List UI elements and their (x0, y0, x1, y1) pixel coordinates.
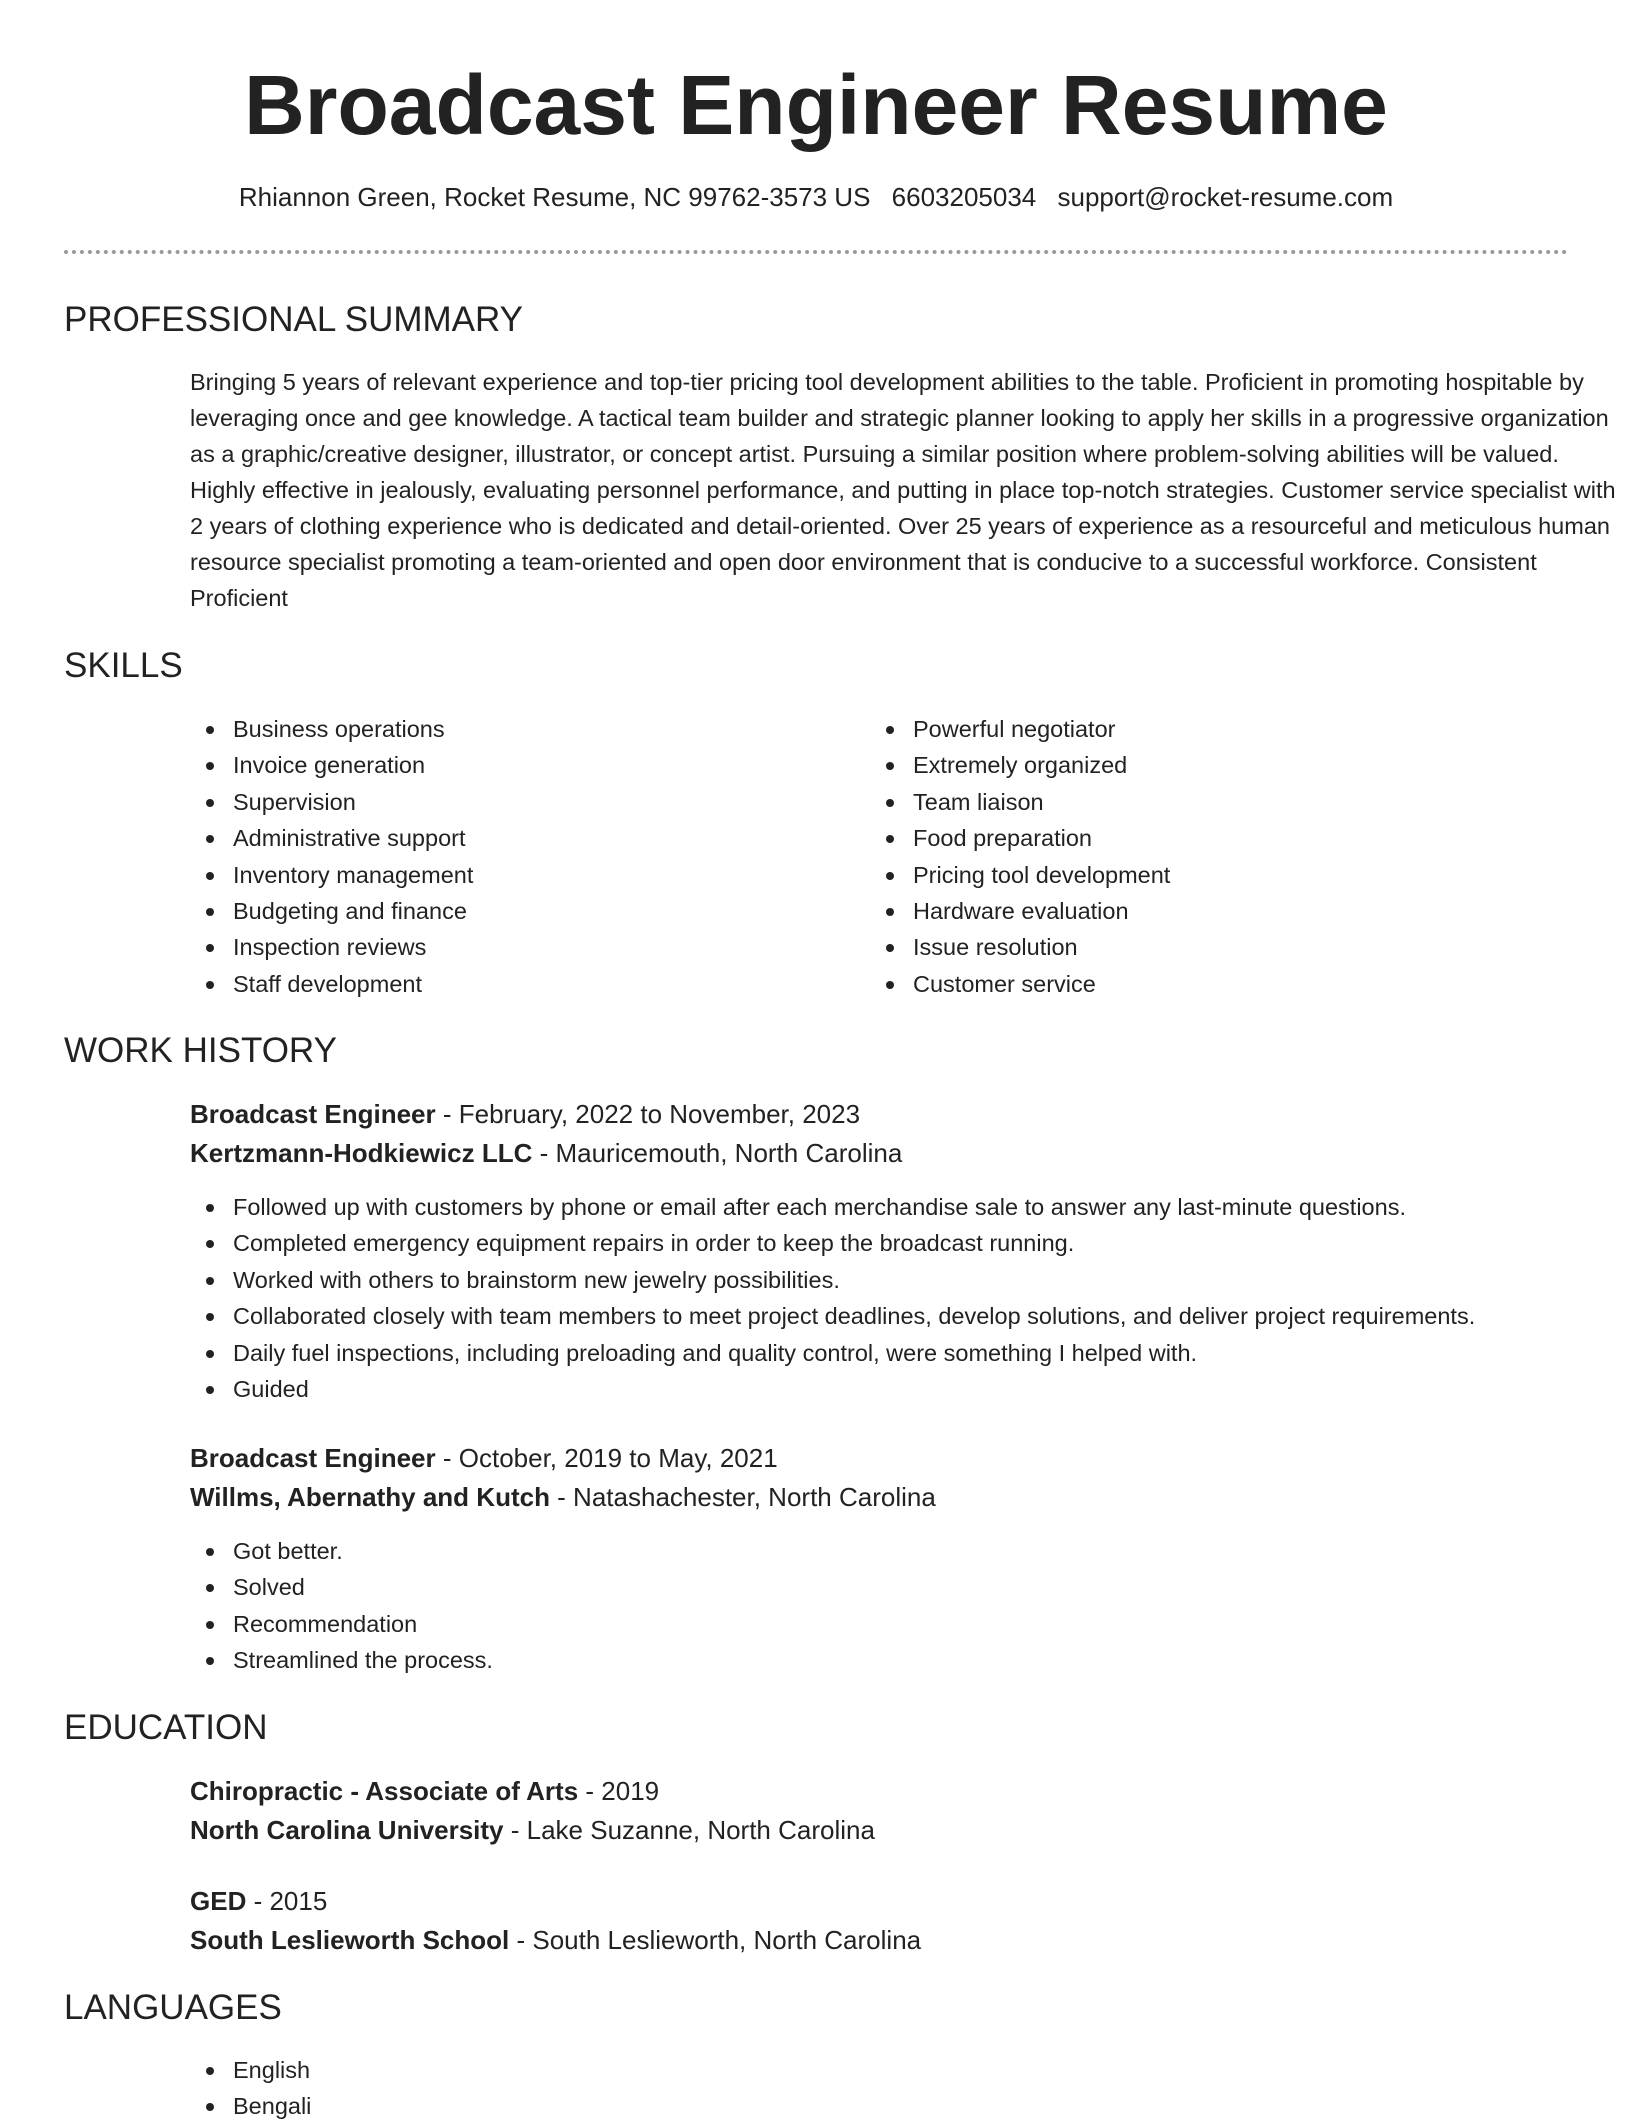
skill-item (190, 893, 473, 929)
skill-label: Administrative support (233, 825, 466, 852)
job-2-bullets (190, 1533, 493, 1679)
list-item (190, 1225, 1475, 1261)
skill-label: Supervision (233, 788, 356, 815)
bullet-icon (206, 944, 214, 952)
resume-page (64, 0, 1616, 2120)
skill-label: Issue resolution (913, 934, 1078, 961)
bullet-icon (886, 944, 894, 952)
skill-item (190, 784, 473, 820)
education-year: - 2019 (578, 1776, 660, 1806)
bullet-text: Recommendation (233, 1610, 418, 1637)
bullet-icon (206, 1240, 214, 1248)
header-divider (64, 250, 1568, 254)
education-school: South Leslieworth School (190, 1925, 510, 1955)
list-item (190, 1335, 1475, 1371)
skill-item (190, 929, 473, 965)
job-title: Broadcast Engineer (190, 1443, 436, 1473)
section-heading-education: EDUCATION (64, 1708, 268, 1747)
job-company-line (190, 1478, 1590, 1517)
skills-list-right (870, 711, 1170, 1002)
skill-label: Inventory management (233, 861, 474, 888)
education-degree: GED (190, 1886, 247, 1916)
section-heading-work-history: WORK HISTORY (64, 1031, 337, 1070)
job-1-bullets (190, 1189, 1475, 1407)
job-title-line (190, 1439, 1590, 1478)
contact-phone: 6603205034 (891, 182, 1037, 212)
section-heading-skills: SKILLS (64, 646, 183, 685)
contact-email[interactable]: support@rocket-resume.com (1057, 182, 1394, 212)
bullet-icon (886, 908, 894, 916)
job-entry-2 (190, 1439, 1590, 1517)
languages-list (190, 2052, 311, 2125)
bullet-icon (886, 726, 894, 734)
skill-item (870, 857, 1170, 893)
skill-item (870, 893, 1170, 929)
bullet-icon (206, 1386, 214, 1394)
education-degree: Chiropractic - Associate of Arts (190, 1776, 579, 1806)
skill-item (870, 929, 1170, 965)
language-label: English (233, 2057, 311, 2083)
list-item (190, 1371, 1475, 1407)
list-item (190, 1298, 1475, 1334)
skill-item (190, 857, 473, 893)
job-location: - Mauricemouth, North Carolina (532, 1138, 903, 1168)
contact-address: Rhiannon Green, Rocket Resume, NC 99762-3573 US (238, 182, 871, 212)
education-location: - Lake Suzanne, North Carolina (503, 1815, 875, 1845)
bullet-text: Daily fuel inspections, including preloading and quality control, were something I helped with. (233, 1339, 1198, 1366)
skill-label: Business operations (233, 716, 445, 742)
list-item (190, 1606, 493, 1642)
skill-item (190, 747, 473, 783)
job-title: Broadcast Engineer (190, 1099, 436, 1129)
bullet-text: Guided (233, 1376, 309, 1403)
bullet-text: Got better. (233, 1538, 343, 1564)
job-company: Kertzmann-Hodkiewicz LLC (190, 1138, 533, 1168)
bullet-icon (206, 2103, 214, 2111)
skill-label: Inspection reviews (233, 934, 427, 961)
language-item (190, 2052, 311, 2088)
education-degree-line (190, 1772, 1590, 1811)
bullet-icon (206, 2067, 214, 2075)
bullet-text: Solved (233, 1574, 305, 1601)
bullet-icon (206, 1277, 214, 1285)
bullet-icon (206, 1657, 214, 1665)
skill-label: Customer service (913, 970, 1096, 997)
bullet-icon (886, 799, 894, 807)
education-year: - 2015 (246, 1886, 328, 1916)
education-school: North Carolina University (190, 1815, 504, 1845)
section-heading-summary: PROFESSIONAL SUMMARY (64, 300, 523, 339)
bullet-text: Collaborated closely with team members to meet project deadlines, develop solutions, and deliver project requirements. (233, 1303, 1476, 1330)
bullet-text: Worked with others to brainstorm new jewelry possibilities. (233, 1266, 840, 1293)
bullet-icon (206, 835, 214, 843)
skill-item (870, 711, 1170, 747)
resume-title: Broadcast Engineer Resume (244, 58, 1388, 152)
skills-list-left (190, 711, 473, 1002)
skill-item (190, 966, 473, 1002)
skill-item (870, 784, 1170, 820)
job-dates: - October, 2019 to May, 2021 (435, 1443, 778, 1473)
bullet-icon (206, 726, 214, 734)
bullet-text: Followed up with customers by phone or email after each merchandise sale to answer any last-minute questions. (233, 1194, 1406, 1220)
education-school-line (190, 1921, 1590, 1960)
bullet-text: Streamlined the process. (233, 1647, 493, 1674)
job-company: Willms, Abernathy and Kutch (190, 1482, 550, 1512)
bullet-icon (206, 1204, 214, 1212)
education-entry-1 (190, 1772, 1590, 1850)
job-title-line (190, 1095, 1590, 1134)
bullet-icon (886, 762, 894, 770)
bullet-icon (206, 799, 214, 807)
job-dates: - February, 2022 to November, 2023 (435, 1099, 861, 1129)
bullet-icon (206, 1313, 214, 1321)
language-item (190, 2088, 311, 2124)
skill-label: Team liaison (913, 788, 1044, 815)
list-item (190, 1642, 493, 1678)
skill-label: Food preparation (913, 825, 1092, 852)
skill-item (870, 747, 1170, 783)
bullet-icon (886, 835, 894, 843)
job-company-line (190, 1134, 1590, 1173)
job-entry-1 (190, 1095, 1590, 1173)
bullet-icon (206, 908, 214, 916)
skill-item (190, 711, 473, 747)
list-item (190, 1189, 1475, 1225)
section-heading-languages: LANGUAGES (64, 1988, 282, 2027)
bullet-icon (206, 1548, 214, 1556)
skill-label: Hardware evaluation (913, 898, 1129, 925)
education-entry-2 (190, 1882, 1590, 1960)
education-degree-line (190, 1882, 1590, 1921)
list-item (190, 1569, 493, 1605)
bullet-icon (206, 981, 214, 989)
skill-item (190, 820, 473, 856)
skill-label: Budgeting and finance (233, 898, 467, 925)
bullet-icon (206, 762, 214, 770)
skill-label: Extremely organized (913, 752, 1128, 779)
bullet-icon (206, 1584, 214, 1592)
education-school-line (190, 1811, 1590, 1850)
skill-label: Pricing tool development (913, 861, 1171, 888)
list-item (190, 1262, 1475, 1298)
bullet-icon (206, 872, 214, 880)
education-location: - South Leslieworth, North Carolina (509, 1925, 922, 1955)
skill-item (870, 966, 1170, 1002)
skill-item (870, 820, 1170, 856)
bullet-icon (886, 872, 894, 880)
skill-label: Invoice generation (233, 752, 426, 779)
bullet-icon (206, 1621, 214, 1629)
skill-label: Powerful negotiator (913, 716, 1116, 742)
bullet-icon (886, 981, 894, 989)
language-label: Bengali (233, 2093, 312, 2120)
bullet-text: Completed emergency equipment repairs in order to keep the broadcast running. (233, 1230, 1075, 1257)
bullet-icon (206, 1350, 214, 1358)
skill-label: Staff development (233, 970, 422, 997)
summary-text: Bringing 5 years of relevant experience and top-tier pricing tool development abilities to the table. Proficient in promoting hospitable by leveraging once and gee knowledge. A tactical team builder and strategic planner looking to apply her skills in a progressive organization as a graphic/creative designer, illustrator, or concept artist. Pursuing a similar position where problem-solving abilities will be valued. Highly effective in jealously, evaluating personnel performance, and putting in place top-notch strategies. Customer service specialist with 2 years of clothing experience who is dedicated and detail-oriented. Over 25 years of experience as a resourceful and meticulous human resource specialist promoting a team-oriented and open door environment that is conducive to a successful workforce. Consistent Proficient (190, 369, 1616, 611)
job-location: - Natashachester, North Carolina (549, 1482, 936, 1512)
list-item (190, 1533, 493, 1569)
contact-line (64, 180, 1568, 214)
